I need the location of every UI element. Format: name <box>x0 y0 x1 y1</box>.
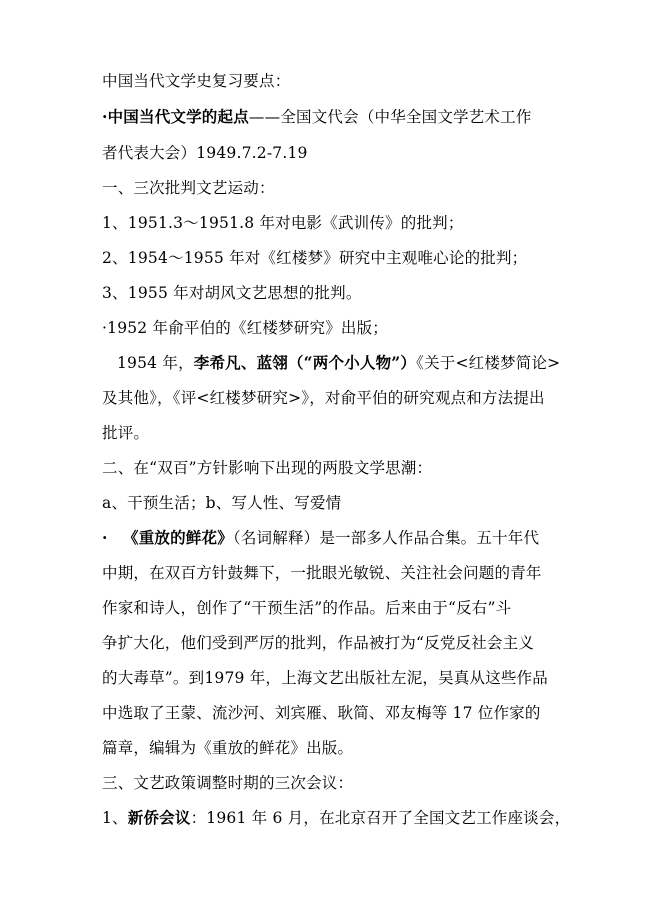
meeting-name: 新侨会议 <box>127 808 191 827</box>
doc-title: 中国当代文学史复习要点： <box>102 72 291 90</box>
note-authors: 李希凡、蓝翎（“两个小人物”） <box>193 353 417 372</box>
meeting-text: ：1961 年 6 月，在北京召开了全国文艺工作座谈会， <box>190 809 571 827</box>
section-1-item: 3、1955 年对胡风文艺思想的批判。 <box>102 284 362 302</box>
note-title: 《关于<红楼梦简论> <box>416 354 561 372</box>
section-1-note-2-cont: 批评。 <box>102 424 150 442</box>
bullet-mark: · <box>102 107 108 126</box>
section-1-heading: 一、三次批判文艺运动： <box>102 179 275 197</box>
section-1-note-2 <box>117 353 587 373</box>
section-3-heading: 三、文艺政策调整时期的三次会议： <box>102 774 354 792</box>
section-3-item <box>102 808 572 828</box>
item-number: 1、 <box>102 809 128 827</box>
flower-line: 争扩大化，他们受到严厉的批判，作品被打为“反党反社会主义 <box>102 634 535 652</box>
section-1-item: 1、1951.3～1951.8 年对电影《武训传》的批判； <box>102 214 464 232</box>
bullet-mark: · <box>102 528 108 547</box>
flower-line: 中期，在双百方针鼓舞下，一批眼光敏锐、关注社会问题的青年 <box>102 564 542 582</box>
section-2-items: a、干预生活；b、写人性、写爱情 <box>102 494 342 512</box>
section-2-heading: 二、在“双百”方针影响下出现的两股文学思潮： <box>102 459 433 477</box>
origin-line-1 <box>102 107 572 127</box>
flower-term: 《重放的鲜花》 <box>123 528 233 547</box>
origin-term: 中国当代文学的起点 <box>107 107 249 126</box>
origin-line-2: 者代表大会）1949.7.2-7.19 <box>102 144 308 162</box>
note-year: 1954 年， <box>117 354 194 372</box>
flower-line-1 <box>102 528 572 548</box>
flower-line: 作家和诗人，创作了“干预生活”的作品。后来由于“反右”斗 <box>102 599 512 617</box>
origin-text: ——全国文代会（中华全国文学艺术工作 <box>248 108 532 126</box>
flower-line: 的大毒草”。到1979 年，上海文艺出版社左泥，吴真从这些作品 <box>102 669 548 687</box>
section-1-item: 2、1954～1955 年对《红楼梦》研究中主观唯心论的批判； <box>102 249 528 267</box>
flower-line: 中选取了王蒙、流沙河、刘宾雁、耿简、邓友梅等 17 位作家的 <box>102 704 541 722</box>
section-1-note: ·1952 年俞平伯的《红楼梦研究》出版； <box>102 319 389 337</box>
flower-line: 篇章，编辑为《重放的鲜花》出版。 <box>102 739 354 757</box>
section-1-note-2-cont: 及其他》，《评<红楼梦研究>》，对俞平伯的研究观点和方法提出 <box>102 389 545 407</box>
flower-text: （名词解释）是一部多人作品合集。五十年代 <box>232 529 540 547</box>
